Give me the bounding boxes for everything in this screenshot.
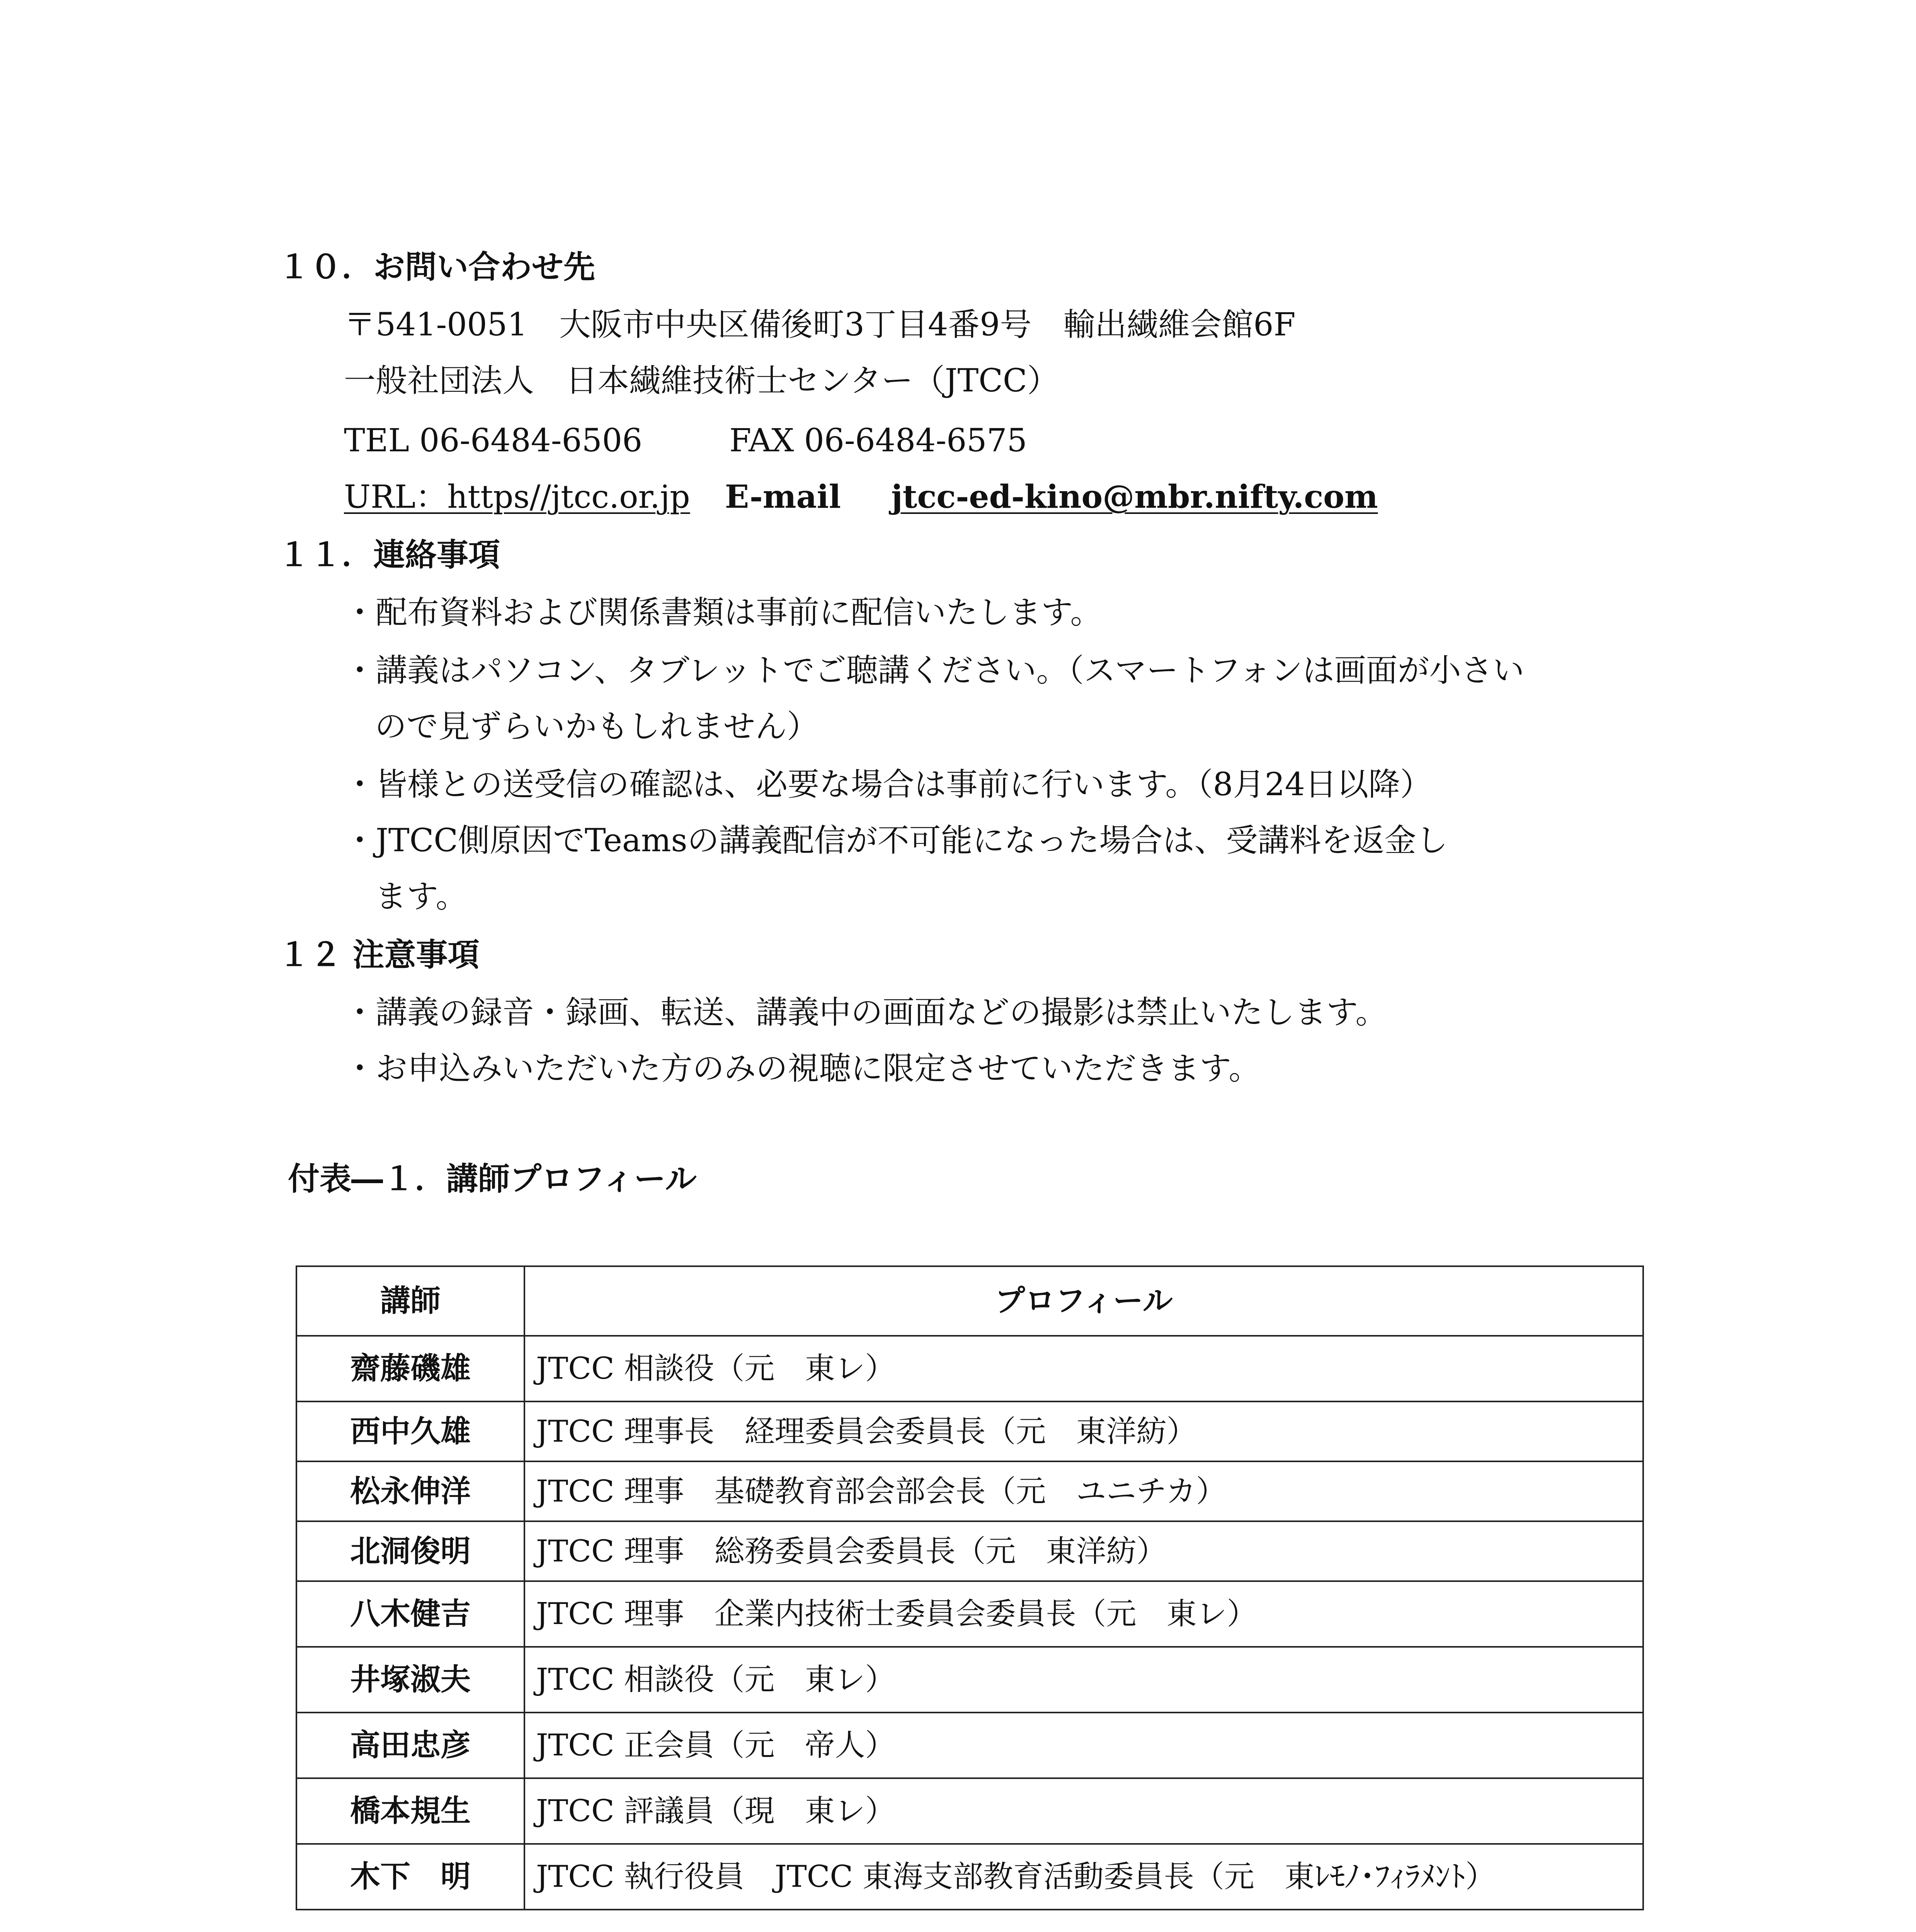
instructor-profile: JTCC 正会員（元 帝人） [524,1713,1643,1778]
instructor-name: 橋本規生 [296,1778,524,1844]
cautions-heading: １２ 注意事項 [278,936,480,973]
notes-item-4: ・JTCC側原因でTeamsの講義配信が不可能になった場合は、受講料を返金し [344,822,1448,859]
column-header-profile: プロフィール [524,1266,1643,1336]
cautions-item-2: ・お申込みいただいた方のみの視聴に限定させていただきます。 [344,1050,1261,1087]
notes-item-4-continued: ます。 [375,878,468,915]
cautions-item-1: ・講義の録音・録画、転送、講義中の画面などの撮影は禁止いたします。 [344,994,1387,1031]
instructor-profile: JTCC 執行役員 JTCC 東海支部教育活動委員長（元 東ﾚﾓﾉ･ﾌｨﾗﾒﾝﾄ） [524,1844,1643,1910]
table-row [296,1336,1643,1401]
notes-item-2: ・講義はパソコン、タブレットでご聴講ください。（スマートフォンは画面が小さい [344,652,1525,689]
table-row [296,1778,1643,1844]
instructor-profile: JTCC 理事 基礎教育部会部会長（元 ユニチカ） [524,1461,1643,1521]
instructor-profile: JTCC 相談役（元 東レ） [524,1647,1643,1713]
notes-heading: １１．連絡事項 [278,536,500,573]
table-row [296,1713,1643,1778]
instructor-name: 北洞俊明 [296,1521,524,1581]
table-row [296,1521,1643,1581]
instructor-profile-table [296,1265,1644,1910]
instructor-name: 井塚淑夫 [296,1647,524,1713]
table-row [296,1844,1643,1910]
contact-address: 〒541-0051 大阪市中央区備後町3丁目4番9号 輸出繊維会館6F [344,306,1296,343]
contact-tel: TEL 06-6484-6506 [344,422,643,459]
contact-email-label: E-mail [725,478,841,515]
column-header-instructor: 講師 [296,1266,524,1336]
contact-url-link[interactable]: URL：https//jtcc.or.jp [344,479,690,515]
instructor-name: 高田忠彦 [296,1713,524,1778]
instructor-name: 八木健吉 [296,1581,524,1647]
table-header-row [296,1266,1643,1336]
instructor-name: 西中久雄 [296,1401,524,1461]
instructor-profile: JTCC 理事 企業内技術士委員会委員長（元 東レ） [524,1581,1643,1647]
instructor-profile: JTCC 相談役（元 東レ） [524,1336,1643,1401]
instructor-name: 松永伸洋 [296,1461,524,1521]
instructor-name: 木下 明 [296,1844,524,1910]
contact-org: 一般社団法人 日本繊維技術士センター（JTCC） [344,362,1059,399]
contact-fax: FAX 06-6484-6575 [729,422,1027,459]
table-row [296,1581,1643,1647]
table-row [296,1647,1643,1713]
notes-item-3: ・皆様との送受信の確認は、必要な場合は事前に行います。（8月24日以降） [344,766,1432,803]
contact-email-link[interactable]: jtcc-ed-kino@mbr.nifty.com [891,478,1378,515]
table-row [296,1401,1643,1461]
instructor-profile: JTCC 理事長 経理委員会委員長（元 東洋紡） [524,1401,1643,1461]
instructor-profile: JTCC 評議員（現 東レ） [524,1778,1643,1844]
contact-heading: １０．お問い合わせ先 [278,248,596,286]
appendix-title: 付表―１．講師プロフィール [288,1160,697,1197]
table-row [296,1461,1643,1521]
notes-item-1: ・配布資料および関係書類は事前に配信いたします。 [344,594,1102,631]
contact-web-row [344,478,1378,515]
contact-phone-row [344,422,1027,459]
instructor-name: 齋藤磯雄 [296,1336,524,1401]
notes-item-2-continued: ので見ずらいかもしれません） [375,708,819,745]
instructor-profile: JTCC 理事 総務委員会委員長（元 東洋紡） [524,1521,1643,1581]
